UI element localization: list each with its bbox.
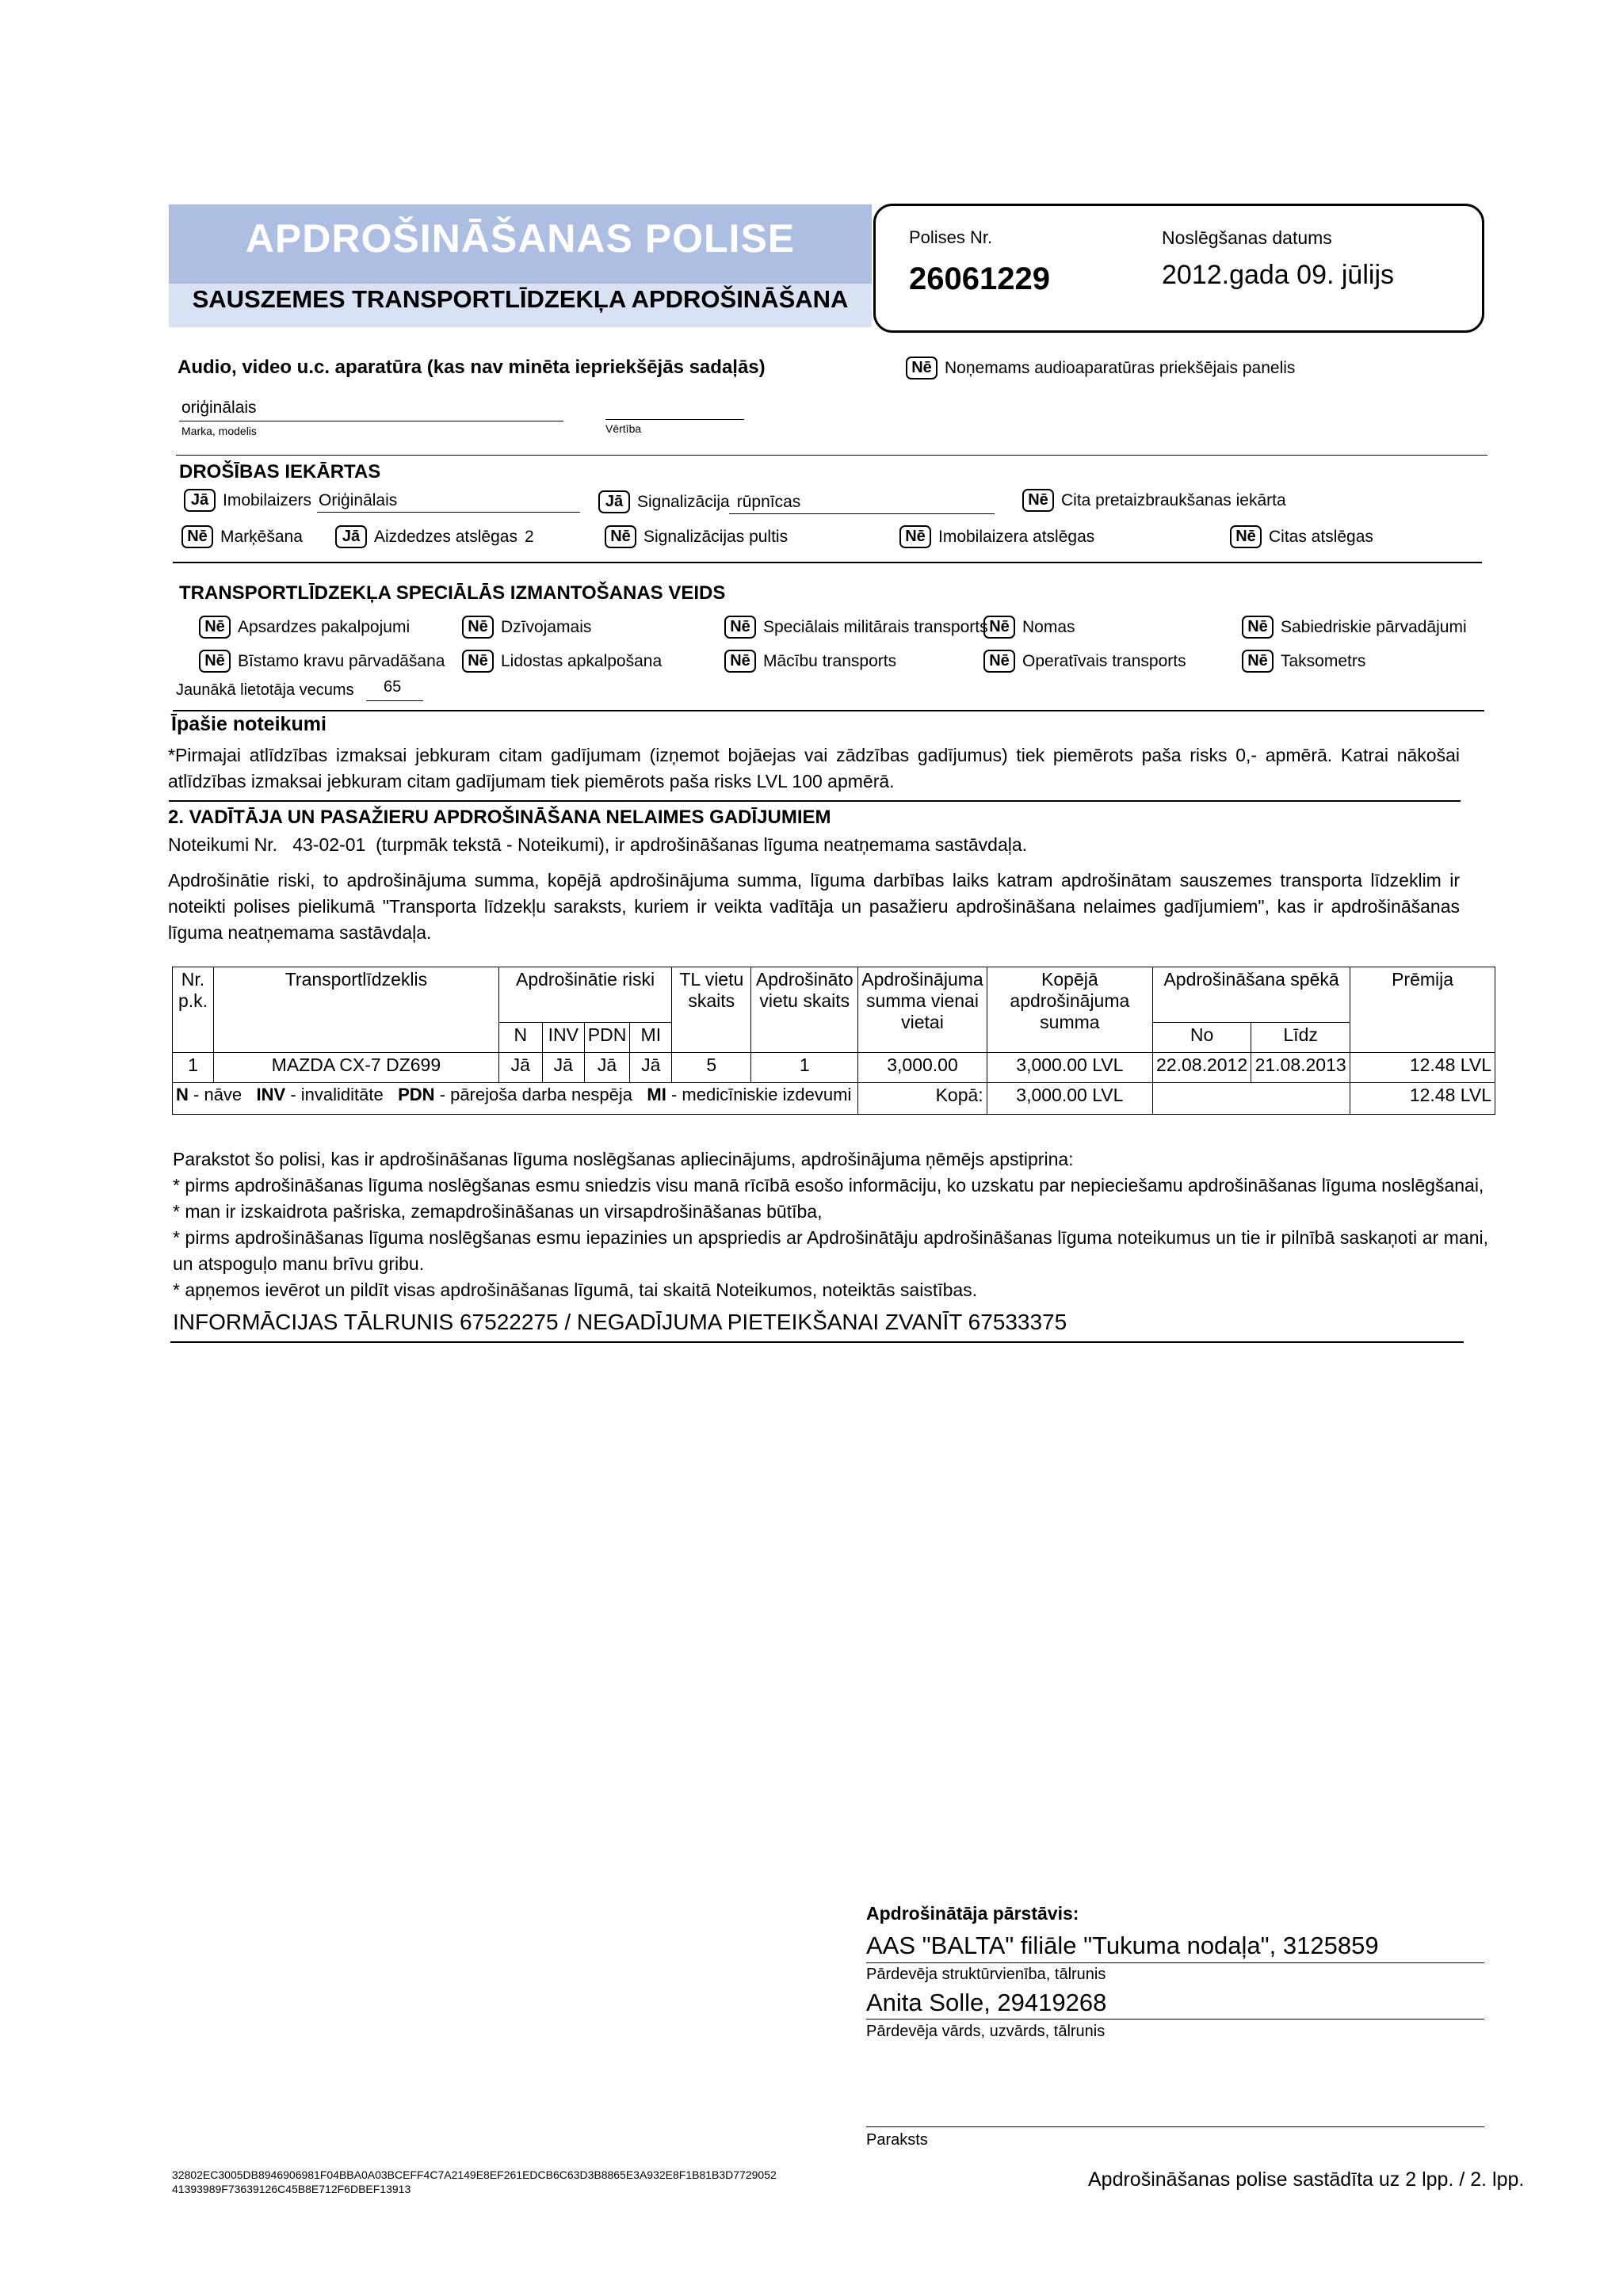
total-premium: 12.48 LVL [1350, 1083, 1495, 1115]
table-total-row [173, 1083, 1495, 1115]
audio-value-label: Vērtība [605, 422, 642, 435]
special-use-label: Nomas [1022, 617, 1075, 636]
legend-key: PDN [398, 1085, 435, 1104]
audio-heading: Audio, video u.c. aparatūra (kas nav minēta iepriekšējās sadaļās) [178, 357, 766, 378]
special-use-badge: Nē [724, 650, 756, 673]
special-use-badge: Nē [1242, 650, 1274, 673]
legend-desc: - pārejoša darba nespēja [439, 1085, 633, 1104]
special-use-label: Lidostas apkalpošana [501, 651, 663, 670]
special-use-label: Dzīvojamais [501, 617, 592, 636]
special-use-label: Sabiedriskie pārvadājumi [1281, 617, 1467, 636]
special-use-badge: Nē [199, 616, 231, 639]
alarm-line [729, 513, 995, 514]
col-to-header: Līdz [1251, 1023, 1350, 1053]
rules-label: Noteikumi Nr. [168, 834, 278, 855]
cell-seats: 5 [672, 1053, 751, 1083]
special-use-badge: Nē [462, 650, 494, 673]
special-use-item [1242, 650, 1365, 673]
section2-heading: 2. VADĪTĀJA UN PASAŽIERU APDROŠINĀŠANA NELAIMES GADĪJUMIEM [168, 807, 831, 828]
insurance-table [172, 967, 1495, 1115]
security-heading: DROŠĪBAS IEKĀRTAS [179, 461, 381, 482]
legend-key: INV [256, 1085, 286, 1104]
cell-from: 22.08.2012 [1153, 1053, 1251, 1083]
total-label: Kopā: [858, 1083, 987, 1115]
representative-seller: Anita Solle, 29419268 [866, 1989, 1107, 2016]
representative-seller-label: Pārdevēja vārds, uzvārds, tālrunis [866, 2023, 1106, 2040]
special-use-badge: Nē [983, 650, 1015, 673]
ignition-keys-label: Aizdedzes atslēgas [374, 527, 517, 546]
declaration-item: * man ir izskaidrota pašriska, zemapdrošināšanas un virsapdrošināšanas būtība, [173, 1201, 823, 1222]
special-use-item [199, 650, 445, 673]
special-conditions-text: *Pirmajai atlīdzības izmaksai jebkuram citam gadījumam (izņemot bojāejas vai zādzības gadījumus) tiek piemērots paša risks 0,- apmērā. Katrai nākošai atlīdzības izmaksai jebkuram citam gadījumam tiek piemērots paša risks LVL 100 apmērā. [168, 745, 1460, 791]
immobilizer-keys-badge: Nē [899, 525, 931, 548]
signature-label: Paraksts [866, 2131, 928, 2149]
document-subtitle: SAUSZEMES TRANSPORTLĪDZEKĻA APDROŠINĀŠANA [192, 285, 849, 313]
risk-legend [173, 1083, 858, 1115]
immobilizer-line [317, 512, 580, 513]
divider [176, 455, 1487, 456]
special-use-item [983, 650, 1186, 673]
policy-number-label: Polises Nr. [909, 227, 993, 247]
youngest-user-line [366, 700, 423, 701]
audio-panel-item [906, 357, 1295, 379]
ignition-keys-item [335, 525, 534, 548]
declaration-item: * apņemos ievērot un pildīt visas apdrošināšanas līgumā, tai skaitā Noteikumos, noteiktās saistības. [173, 1280, 978, 1300]
alarm-label: Signalizācija [637, 492, 730, 511]
special-use-label: Mācību transports [763, 651, 897, 670]
cell-total: 3,000.00 LVL [987, 1053, 1152, 1083]
legend-key: N [176, 1085, 189, 1104]
ignition-keys-badge: Jā [335, 525, 367, 548]
divider [169, 800, 1461, 802]
special-use-badge: Nē [199, 650, 231, 673]
col-premium-header: Prēmija [1350, 967, 1495, 1053]
cell-mi: Jā [630, 1053, 672, 1083]
cell-nr: 1 [173, 1053, 214, 1083]
immobilizer-keys-item [899, 525, 1094, 548]
youngest-user-label: Jaunākā lietotāja vecums [176, 681, 354, 699]
cell-pdn: Jā [584, 1053, 630, 1083]
audio-panel-label: Noņemams audioaparatūras priekšējais panelis [945, 358, 1296, 377]
youngest-user-value: 65 [384, 678, 402, 696]
cell-to: 21.08.2013 [1251, 1053, 1350, 1083]
divider [170, 1341, 1464, 1343]
special-use-badge: Nē [724, 616, 756, 639]
col-pdn-header: PDN [584, 1023, 630, 1053]
declaration-item: * pirms apdrošināšanas līguma noslēgšanas esmu iepazinies un apspriedis ar Apdrošinātāju apdrošināšanas līguma noteikumus un tie ir pilnībā saskaņoti ar mani, un atspoguļo manu brīvu gribu. [173, 1227, 1488, 1274]
special-use-item [1242, 616, 1467, 639]
audio-brand-label: Marka, modelis [181, 425, 257, 437]
rules-line [168, 834, 1027, 856]
marking-label: Marķēšana [220, 527, 303, 546]
cell-n: Jā [498, 1053, 542, 1083]
immobilizer-value: Oriģinālais [319, 490, 398, 509]
special-use-item [462, 616, 591, 639]
special-use-badge: Nē [983, 616, 1015, 639]
conclusion-date-label: Noslēgšanas datums [1162, 227, 1332, 248]
other-device-label: Cita pretaizbraukšanas iekārta [1061, 490, 1286, 509]
special-use-label: Bīstamo kravu pārvadāšana [238, 651, 445, 670]
signature-line [866, 2126, 1484, 2127]
remote-badge: Nē [605, 525, 636, 548]
audio-panel-badge: Nē [906, 357, 938, 379]
special-use-item [724, 616, 988, 639]
immobilizer-label: Imobilaizers [223, 490, 312, 509]
page-count: Apdrošināšanas polise sastādīta uz 2 lpp. / 2. lpp. [1088, 2168, 1525, 2191]
col-n-header: N [498, 1023, 542, 1053]
legend-desc: - nāve [193, 1085, 242, 1104]
rules-number: 43-02-01 [292, 834, 366, 855]
alarm-badge: Jā [598, 490, 630, 513]
total-sum: 3,000.00 LVL [987, 1083, 1152, 1115]
other-keys-item [1230, 525, 1373, 548]
immobilizer-badge: Jā [184, 489, 216, 512]
col-sum-header: Apdrošinājuma summa vienai vietai [858, 967, 987, 1053]
audio-value-line [605, 419, 744, 420]
col-risks-header: Apdrošinātie riski [498, 967, 671, 1023]
other-keys-badge: Nē [1230, 525, 1262, 548]
cell-insured-seats: 1 [751, 1053, 858, 1083]
col-validity-header: Apdrošināšana spēkā [1153, 967, 1350, 1023]
special-use-item [462, 650, 662, 673]
other-keys-label: Citas atslēgas [1269, 527, 1373, 546]
special-use-item [724, 650, 896, 673]
special-use-item [983, 616, 1075, 639]
legend-desc: - medicīniskie izdevumi [670, 1085, 852, 1104]
remote-label: Signalizācijas pultis [643, 527, 789, 546]
special-use-label: Taksometrs [1281, 651, 1366, 670]
col-nr-header: Nr. p.k. [173, 967, 214, 1053]
document-title: APDROŠINĀŠANAS POLISE [245, 216, 796, 261]
document-hash-line1: 32802EC3005DB8946906981F04BBA0A03BCEFF4C7A2149E8EF261EDCB6C63D3B8865E3A932E8F1B81B3D7729052 [172, 2168, 777, 2181]
alarm-value: rūpnīcas [736, 492, 801, 511]
immobilizer-keys-label: Imobilaizera atslēgas [938, 527, 1095, 546]
col-mi-header: MI [630, 1023, 672, 1053]
policy-number: 26061229 [909, 261, 1050, 296]
alarm-item [598, 490, 800, 513]
immobilizer-item [184, 489, 397, 512]
special-conditions-heading: Īpašie noteikumi [171, 713, 327, 735]
rules-text: (turpmāk tekstā - Noteikumi), ir apdrošināšanas līguma neatņemama sastāvdaļa. [376, 834, 1028, 855]
unit-line [866, 1962, 1484, 1963]
divider [173, 710, 1484, 711]
ignition-keys-value: 2 [524, 527, 534, 546]
col-seats-header: TL vietu skaits [672, 967, 751, 1053]
total-empty [1153, 1083, 1350, 1115]
divider [173, 562, 1482, 563]
special-use-badge: Nē [462, 616, 494, 639]
col-total-header: Kopējā apdrošinājuma summa [987, 967, 1152, 1053]
special-use-label: Operatīvais transports [1022, 651, 1186, 670]
cell-inv: Jā [542, 1053, 584, 1083]
table-row [173, 1053, 1495, 1083]
marking-badge: Nē [181, 525, 213, 548]
declaration-item: * pirms apdrošināšanas līguma noslēgšanas esmu sniedzis visu manā rīcībā esošo informāciju, ko uzskatu par nepieciešamu apdrošināšanas līguma noslēgšanai, [173, 1175, 1484, 1196]
special-use-label: Speciālais militārais transports [763, 617, 988, 636]
info-phone-line: INFORMĀCIJAS TĀLRUNIS 67522275 / NEGADĪJUMA PIETEIKŠANAI ZVANĪT 67533375 [173, 1310, 1067, 1334]
cell-vehicle: MAZDA CX-7 DZ699 [213, 1053, 498, 1083]
other-device-item [1022, 489, 1286, 512]
audio-brand-value: oriģinālais [181, 399, 257, 417]
conclusion-date: 2012.gada 09. jūlijs [1162, 260, 1395, 290]
other-device-badge: Nē [1022, 489, 1054, 512]
declaration-intro: Parakstot šo polisi, kas ir apdrošināšanas līguma noslēgšanas apliecinājums, apdrošinājuma ņēmējs apstiprina: [173, 1149, 1074, 1169]
cell-sum: 3,000.00 [858, 1053, 987, 1083]
representative-unit: AAS "BALTA" filiāle "Tukuma nodaļa", 3125859 [866, 1932, 1379, 1959]
col-insured-seats-header: Apdrošināto vietu skaits [751, 967, 858, 1053]
representative-heading: Apdrošinātāja pārstāvis: [866, 1903, 1079, 1924]
special-use-heading: TRANSPORTLĪDZEKĻA SPECIĀLĀS IZMANTOŠANAS VEIDS [179, 582, 726, 604]
document-hash-line2: 41393989F73639126C45B8E712F6DBEF13913 [172, 2183, 411, 2195]
cell-premium: 12.48 LVL [1350, 1053, 1495, 1083]
col-from-header: No [1153, 1023, 1251, 1053]
col-vehicle-header: Transportlīdzeklis [213, 967, 498, 1053]
marking-item [181, 525, 303, 548]
special-use-item [199, 616, 410, 639]
representative-unit-label: Pārdevēja struktūrvienība, tālrunis [866, 1966, 1106, 1983]
col-inv-header: INV [542, 1023, 584, 1053]
special-use-badge: Nē [1242, 616, 1274, 639]
section2-paragraph: Apdrošinātie riski, to apdrošinājuma summa, kopējā apdrošinājuma summa, līguma darbības laiks katram apdrošinātam sauszemes transporta līdzeklim ir noteikti polises pielikumā "Transporta līdzekļu saraksts, kuriem ir veikta vadītāja un pasažieru apdrošināšana nelaimes gadījumiem", kas ir apdrošināšanas līguma neatņemama sastāvdaļa. [168, 870, 1460, 943]
remote-item [605, 525, 788, 548]
legend-desc: - invaliditāte [290, 1085, 384, 1104]
legend-key: MI [647, 1085, 666, 1104]
special-use-label: Apsardzes pakalpojumi [238, 617, 411, 636]
